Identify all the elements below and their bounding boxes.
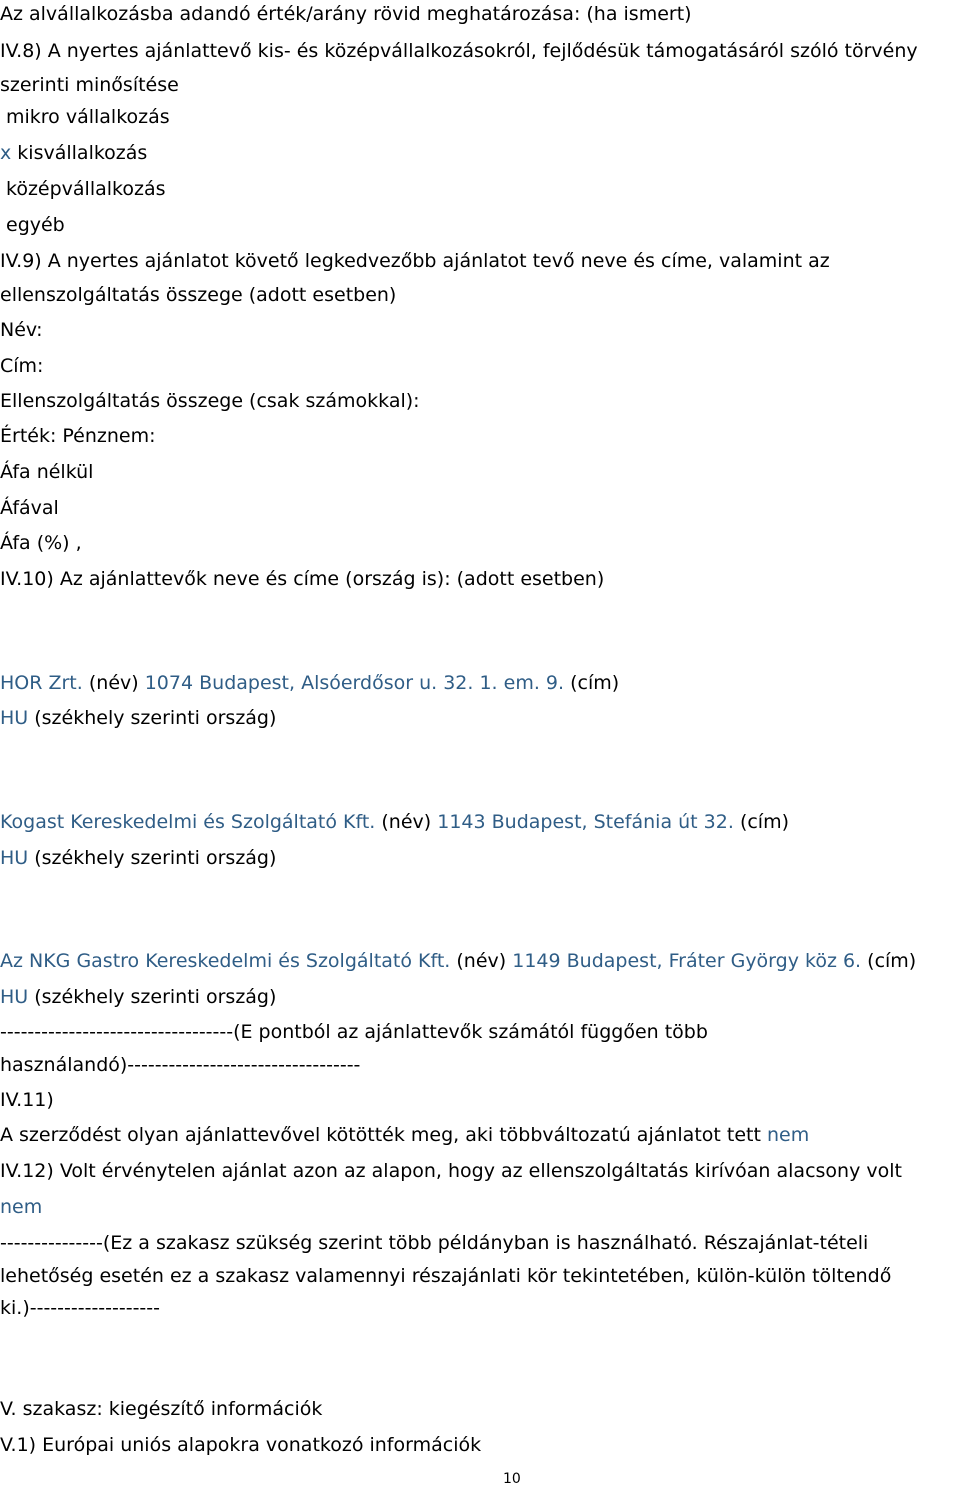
bidder-country-label: (székhely szerinti ország) bbox=[34, 847, 277, 869]
bidder-country-line bbox=[0, 846, 276, 870]
bidder-address: 1149 Budapest, Fráter György köz 6. bbox=[512, 950, 862, 972]
bidder-name-address bbox=[0, 810, 789, 834]
bidder-address-label: (cím) bbox=[570, 672, 620, 694]
bidder-name-label: (név) bbox=[88, 672, 139, 694]
bidder-address: 1074 Budapest, Alsóerdősor u. 32. 1. em. 9. bbox=[144, 672, 565, 694]
section-iv11-text-line bbox=[0, 1123, 809, 1147]
with-vat-label: Áfával bbox=[0, 497, 59, 519]
section-iv8-heading: IV.8) A nyertes ajánlattevő kis- és középvállalkozásokról, fejlődésük támogatásáról szóló törvény bbox=[0, 40, 918, 62]
section-iv11-value: nem bbox=[766, 1124, 810, 1146]
bidder-name-address bbox=[0, 949, 916, 973]
bidder-address-label: (cím) bbox=[739, 811, 789, 833]
bidder-name-label: (név) bbox=[456, 950, 507, 972]
option-small-label: kisvállalkozás bbox=[17, 142, 148, 164]
separator-note: ----------------------------------(E pontból az ajánlattevők számától függően több bbox=[0, 1021, 708, 1043]
page-number: 10 bbox=[503, 1471, 521, 1487]
option-other: egyéb bbox=[6, 214, 65, 236]
bidder-name: HOR Zrt. bbox=[0, 672, 83, 694]
section-iv12-value: nem bbox=[0, 1196, 43, 1218]
bidder-country-line bbox=[0, 985, 276, 1009]
option-small bbox=[0, 141, 147, 165]
bidder-address-label: (cím) bbox=[867, 950, 917, 972]
section-iv10-heading: IV.10) Az ajánlattevők neve és címe (ország is): (adott esetben) bbox=[0, 568, 605, 590]
selected-mark: x bbox=[0, 142, 12, 164]
name-field-label: Név: bbox=[0, 319, 43, 341]
bidder-country-label: (székhely szerinti ország) bbox=[34, 986, 277, 1008]
subcontract-value-heading: Az alvállalkozásba adandó érték/arány rövid meghatározása: (ha ismert) bbox=[0, 3, 692, 25]
bidder-address: 1143 Budapest, Stefánia út 32. bbox=[437, 811, 734, 833]
bidder-country: HU bbox=[0, 707, 29, 729]
section-repeat-note-cont: lehetőség esetén ez a szakasz valamennyi részajánlati kör tekintetében, külön-külön töltendő bbox=[0, 1265, 892, 1287]
without-vat-label: Áfa nélkül bbox=[0, 461, 94, 483]
bidder-name-address bbox=[0, 671, 619, 695]
bidder-country: HU bbox=[0, 986, 29, 1008]
bidder-name: Az NKG Gastro Kereskedelmi és Szolgáltató Kft. bbox=[0, 950, 451, 972]
bidder-country-label: (székhely szerinti ország) bbox=[34, 707, 277, 729]
address-field-label: Cím: bbox=[0, 355, 44, 377]
option-micro: mikro vállalkozás bbox=[6, 106, 170, 128]
consideration-label: Ellenszolgáltatás összege (csak számokkal): bbox=[0, 390, 420, 412]
separator-note-cont: használandó)---------------------------------- bbox=[0, 1054, 361, 1076]
section-iv9-heading: IV.9) A nyertes ajánlatot követő legkedvezőbb ajánlatot tevő neve és címe, valamint az bbox=[0, 250, 830, 272]
bidder-country: HU bbox=[0, 847, 29, 869]
vat-percent-label: Áfa (%) , bbox=[0, 532, 82, 554]
section-iv11-heading: IV.11) bbox=[0, 1089, 54, 1111]
section-repeat-note: ---------------(Ez a szakasz szükség szerint több példányban is használható. Részajánlat-tételi bbox=[0, 1232, 869, 1254]
bidder-country-line bbox=[0, 706, 276, 730]
section-iv8-heading-cont: szerinti minősítése bbox=[0, 74, 179, 96]
bidder-name: Kogast Kereskedelmi és Szolgáltató Kft. bbox=[0, 811, 376, 833]
value-currency-label: Érték: Pénznem: bbox=[0, 425, 156, 447]
section-iv11-text: A szerződést olyan ajánlattevővel kötötték meg, aki többváltozatú ajánlatot tett bbox=[0, 1124, 761, 1146]
section-repeat-note-end: ki.)------------------- bbox=[0, 1297, 160, 1319]
section-v1-title: V.1) Európai uniós alapokra vonatkozó információk bbox=[0, 1434, 482, 1456]
option-medium: középvállalkozás bbox=[6, 178, 166, 200]
section-iv12-heading: IV.12) Volt érvénytelen ajánlat azon az alapon, hogy az ellenszolgáltatás kirívóan alacsony volt bbox=[0, 1160, 902, 1182]
bidder-name-label: (név) bbox=[381, 811, 432, 833]
section-iv9-heading-cont: ellenszolgáltatás összege (adott esetben) bbox=[0, 284, 397, 306]
section-v-title: V. szakasz: kiegészítő információk bbox=[0, 1398, 323, 1420]
